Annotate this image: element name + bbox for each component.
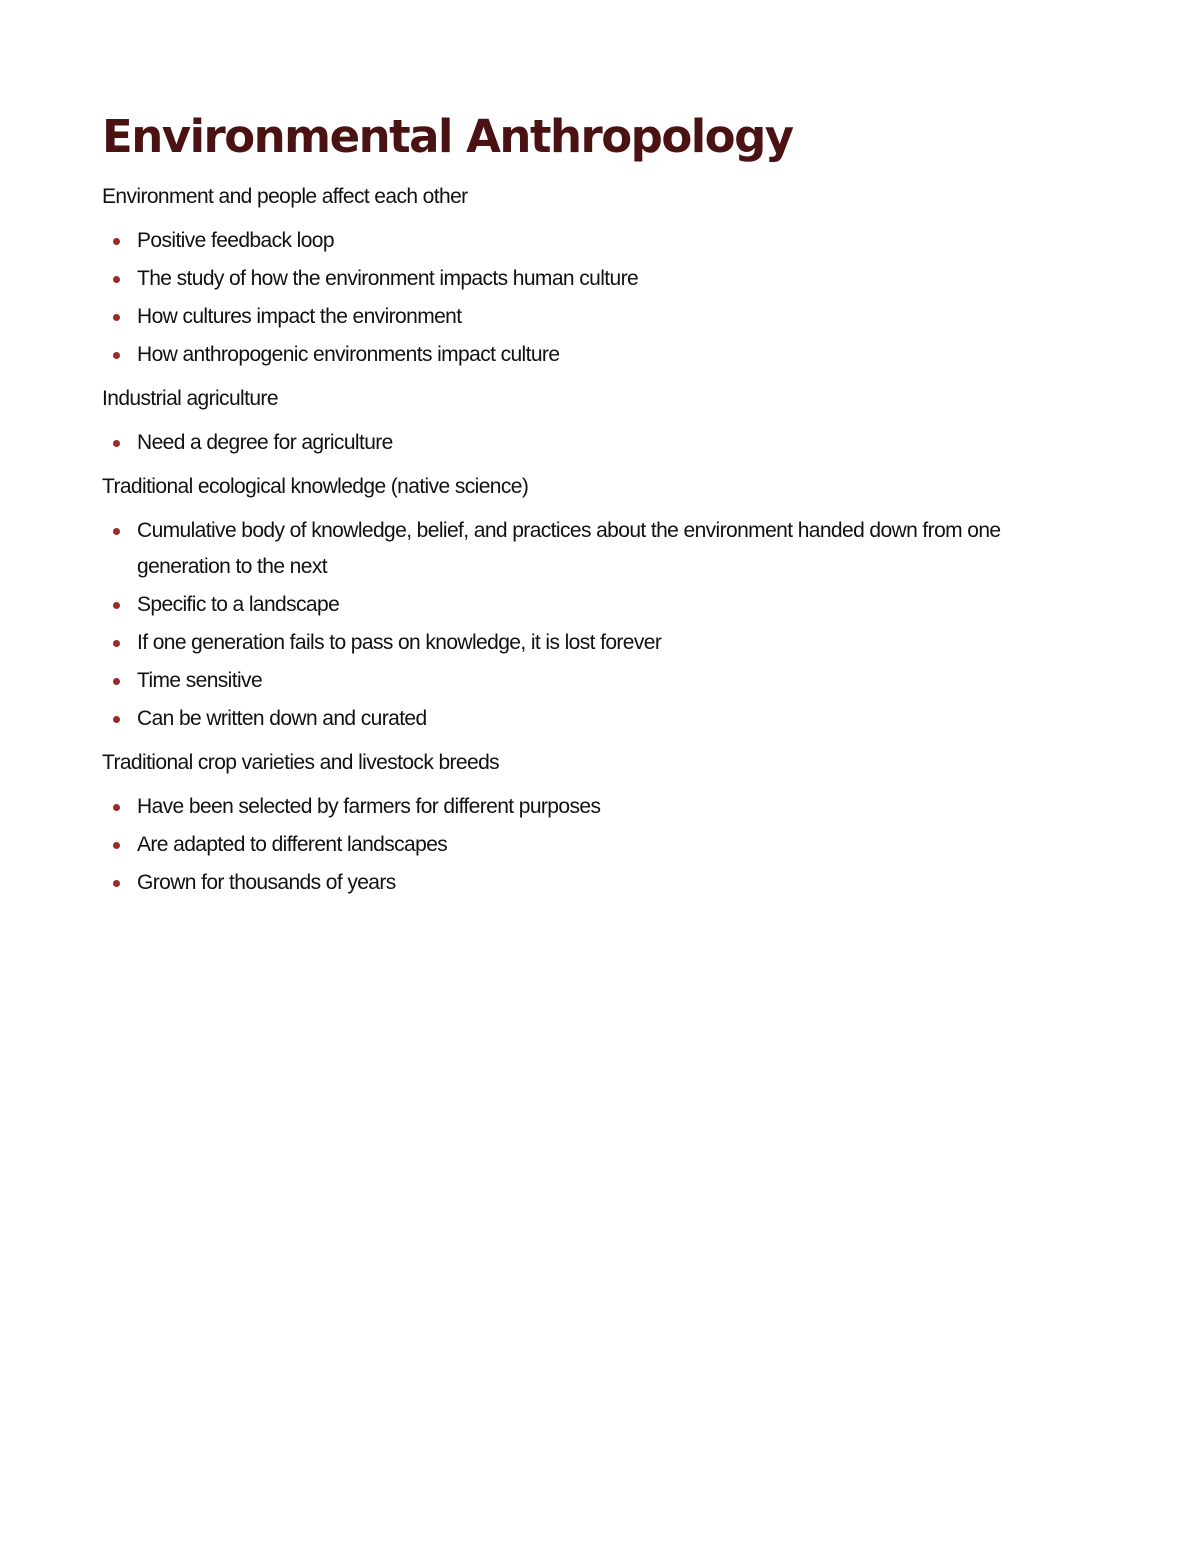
bullet-icon [113, 640, 120, 647]
bullet-icon [113, 678, 120, 685]
list-item-text: Cumulative body of knowledge, belief, and practices about the environment handed down from one generation to the next [137, 519, 1001, 578]
list-item [102, 223, 1092, 259]
bullet-list [102, 223, 1092, 373]
list-item [102, 701, 1092, 737]
list-item [102, 513, 1092, 585]
list-item [102, 827, 1092, 863]
list-item-text: Grown for thousands of years [137, 871, 396, 894]
bullet-icon [113, 842, 120, 849]
bullet-icon [113, 880, 120, 887]
list-item [102, 337, 1092, 373]
list-item [102, 865, 1092, 901]
bullet-list [102, 513, 1092, 737]
document-page [102, 108, 1092, 914]
bullet-icon [113, 716, 120, 723]
list-item-text: Need a degree for agriculture [137, 431, 393, 454]
list-item-text: The study of how the environment impacts human culture [137, 267, 639, 290]
list-item [102, 587, 1092, 623]
bullet-icon [113, 238, 120, 245]
list-item [102, 261, 1092, 297]
bullet-list [102, 425, 1092, 461]
list-item [102, 663, 1092, 699]
bullet-icon [113, 352, 120, 359]
list-item-text: How anthropogenic environments impact culture [137, 343, 560, 366]
list-item-text: Are adapted to different landscapes [137, 833, 448, 856]
section-traditional-ecological-knowledge [102, 474, 1092, 737]
section-heading: Industrial agriculture [102, 387, 278, 410]
bullet-list [102, 789, 1092, 901]
bullet-icon [113, 440, 120, 447]
bullet-icon [113, 804, 120, 811]
section-heading: Traditional crop varieties and livestock breeds [102, 751, 500, 774]
section-heading: Environment and people affect each other [102, 185, 468, 208]
section-traditional-crops-livestock [102, 750, 1092, 901]
section-heading: Traditional ecological knowledge (native science) [102, 475, 529, 498]
list-item-text: Specific to a landscape [137, 593, 340, 616]
list-item [102, 425, 1092, 461]
list-item-text: Can be written down and curated [137, 707, 427, 730]
list-item-text: Positive feedback loop [137, 229, 334, 252]
bullet-icon [113, 276, 120, 283]
list-item-text: How cultures impact the environment [137, 305, 462, 328]
list-item [102, 299, 1092, 335]
list-item-text: If one generation fails to pass on knowledge, it is lost forever [137, 631, 662, 654]
section-industrial-agriculture [102, 386, 1092, 461]
bullet-icon [113, 602, 120, 609]
list-item [102, 625, 1092, 661]
page-title: Environmental Anthropology [102, 110, 793, 163]
bullet-icon [113, 528, 120, 535]
bullet-icon [113, 314, 120, 321]
list-item-text: Time sensitive [137, 669, 263, 692]
section-environment-people [102, 184, 1092, 373]
list-item-text: Have been selected by farmers for different purposes [137, 795, 601, 818]
list-item [102, 789, 1092, 825]
